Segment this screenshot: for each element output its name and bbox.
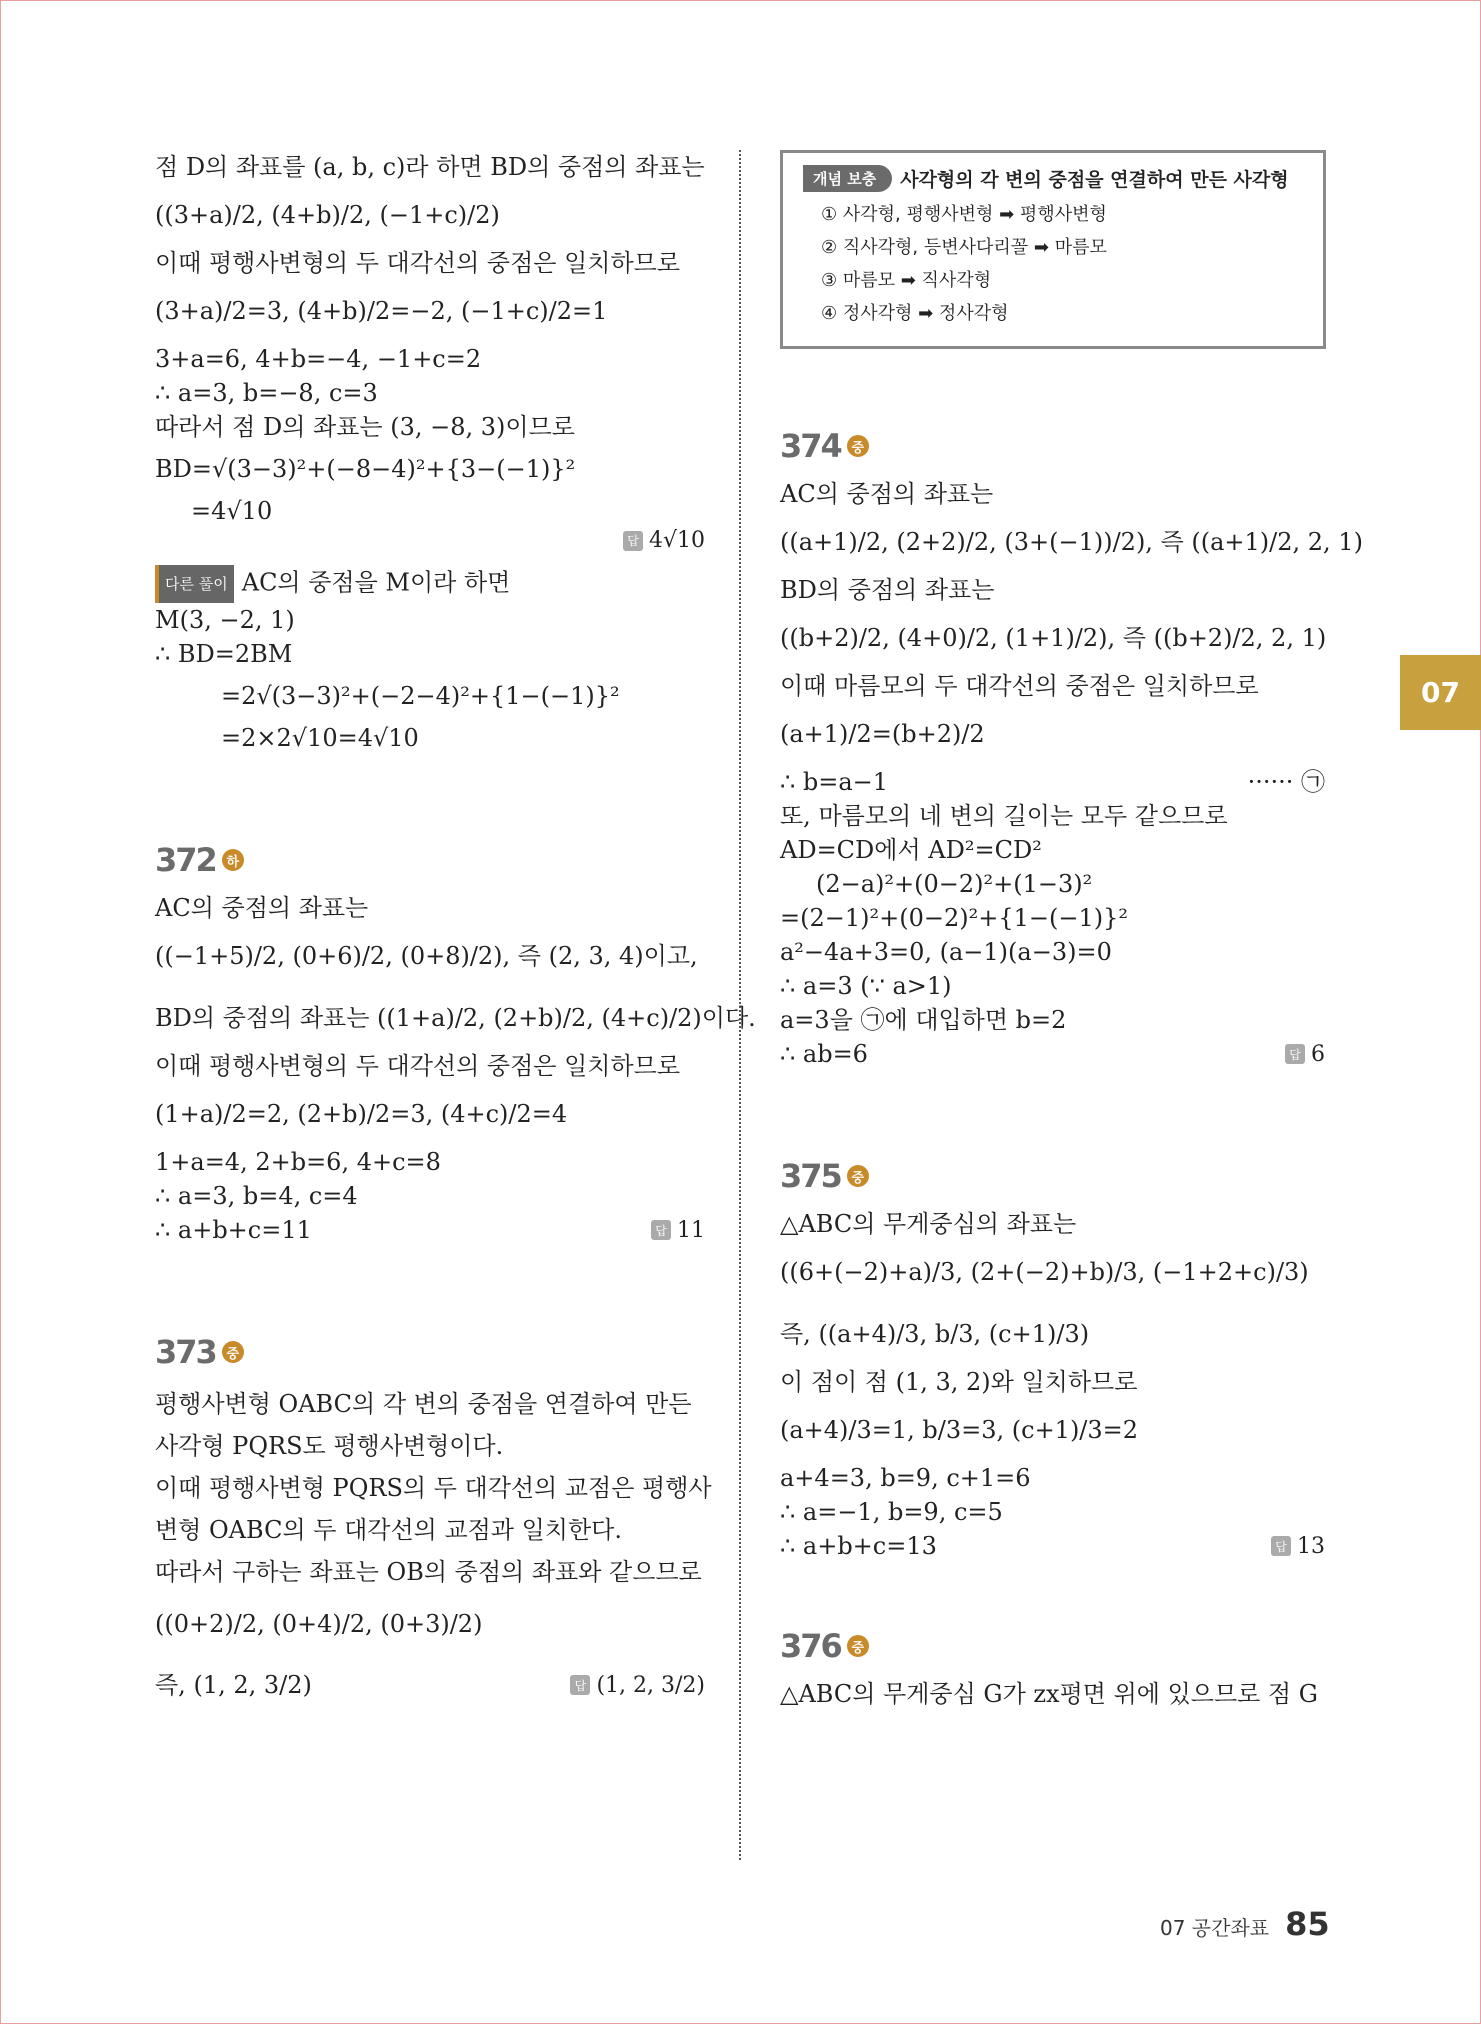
text-line: 이때 평행사변형 PQRS의 두 대각선의 교점은 평행사 [155, 1474, 712, 1502]
chapter-tab: 07 [1400, 655, 1481, 730]
math-line: 3+a=6, 4+b=−4, −1+c=2 [155, 345, 482, 373]
math-line: ((a+1)/2, (2+2)/2, (3+(−1))/2), 즉 ((a+1)/2, 2, 1) [780, 528, 1363, 556]
text-line: 변형 OABC의 두 대각선의 교점과 일치한다. [155, 1516, 622, 1544]
problem-header-376 [780, 1619, 1325, 1673]
alt-solution-text: AC의 중점을 M이라 하면 [241, 568, 511, 597]
left-column [155, 150, 756, 1715]
text-line: AC의 중점의 좌표는 [780, 480, 994, 508]
column-divider [739, 150, 741, 1860]
math-line: =(2−1)²+(0−2)²+{1−(−1)}² [780, 904, 1128, 932]
answer-icon: 답 [1285, 1044, 1305, 1064]
math-line: ∴ a=3, b=−8, c=3 [155, 379, 378, 407]
math-line: (3+a)/2=3, (4+b)/2=−2, (−1+c)/2=1 [155, 297, 608, 325]
answer-row [780, 1037, 1325, 1071]
page-footer [1160, 1905, 1330, 1943]
math-line: 1+a=4, 2+b=6, 4+c=8 [155, 1148, 441, 1176]
answer-icon: 답 [651, 1220, 671, 1240]
concept-item: ② 직사각형, 등변사다리꼴 ➡ 마름모 [821, 237, 1107, 258]
text-line: △ABC의 무게중심의 좌표는 [780, 1210, 1077, 1238]
math-line: (1+a)/2=2, (2+b)/2=3, (4+c)/2=4 [155, 1100, 568, 1128]
answer-row [155, 528, 705, 553]
math-line: ∴ a=−1, b=9, c=5 [780, 1498, 1003, 1526]
problem-number: 374 [780, 427, 841, 465]
math-line: a=3을 ㉠에 대입하면 b=2 [780, 1006, 1067, 1034]
answer-row [155, 1213, 705, 1247]
answer-row [155, 1655, 705, 1715]
problem-header-375 [780, 1149, 1325, 1203]
math-line: ((3+a)/2, (4+b)/2, (−1+c)/2) [155, 201, 500, 229]
text-line: 이때 평행사변형의 두 대각선의 중점은 일치하므로 [155, 1052, 681, 1080]
text-line: 또, 마름모의 네 변의 길이는 모두 같으므로 [780, 802, 1228, 830]
math-line: ∴ BD=2BM [155, 640, 293, 668]
math-line: a+4=3, b=9, c+1=6 [780, 1464, 1031, 1492]
text-line: 따라서 점 D의 좌표는 (3, −8, 3)이므로 [155, 413, 575, 441]
math-line: =2×2√10=4√10 [221, 724, 419, 752]
text-line: BD의 중점의 좌표는 [780, 576, 995, 604]
math-line: ((b+2)/2, (4+0)/2, (1+1)/2), 즉 ((b+2)/2, 2, 1) [780, 624, 1327, 652]
answer-row [780, 1529, 1325, 1563]
answer [1271, 1534, 1325, 1559]
answer-value: 11 [677, 1217, 705, 1243]
answer-icon: 답 [1271, 1536, 1291, 1556]
text-line: 평행사변형 OABC의 각 변의 중점을 연결하여 만든 [155, 1390, 692, 1418]
answer-value: 6 [1311, 1041, 1325, 1067]
math-line: ((6+(−2)+a)/3, (2+(−2)+b)/3, (−1+2+c)/3) [780, 1258, 1309, 1286]
page-number: 85 [1285, 1905, 1330, 1943]
math-line: a²−4a+3=0, (a−1)(a−3)=0 [780, 938, 1112, 966]
text-line: 이 점이 점 (1, 3, 2)와 일치하므로 [780, 1368, 1138, 1396]
level-badge: 중 [847, 1635, 869, 1657]
concept-box-title [803, 165, 1303, 192]
concept-tag: 개념 보충 [803, 165, 892, 192]
problem-header-374 [780, 419, 1325, 473]
math-line: BD의 중점의 좌표는 ((1+a)/2, (2+b)/2, (4+c)/2)이다. [155, 1004, 756, 1032]
math-line: 즉, (1, 2, 3/2) [155, 1671, 312, 1699]
text-line: 사각형 PQRS도 평행사변형이다. [155, 1432, 504, 1460]
level-badge: 중 [847, 435, 869, 457]
text-line: 따라서 구하는 좌표는 OB의 중점의 좌표와 같으므로 [155, 1558, 702, 1586]
answer [651, 1218, 705, 1243]
answer-value: 4√10 [648, 528, 705, 553]
level-badge: 하 [222, 849, 244, 871]
answer [1285, 1042, 1325, 1067]
math-line: M(3, −2, 1) [155, 606, 295, 634]
problem-header-372 [155, 833, 705, 887]
right-column [780, 150, 1363, 1711]
math-line: ∴ a+b+c=11 [155, 1216, 312, 1244]
answer-value: 13 [1297, 1533, 1325, 1559]
math-line: ∴ a=3, b=4, c=4 [155, 1182, 358, 1210]
answer [623, 528, 705, 553]
math-line: ∴ ab=6 [780, 1040, 868, 1068]
math-line: (2−a)²+(0−2)²+(1−3)² [816, 870, 1093, 898]
math-line: 즉, ((a+4)/3, b/3, (c+1)/3) [780, 1320, 1090, 1348]
problem-number: 373 [155, 1333, 216, 1371]
math-line: (a+1)/2=(b+2)/2 [780, 720, 985, 748]
concept-item: ④ 정사각형 ➡ 정사각형 [821, 303, 1009, 324]
text-line: 이때 평행사변형의 두 대각선의 중점은 일치하므로 [155, 249, 681, 277]
level-badge: 중 [222, 1341, 244, 1363]
math-line: (a+4)/3=1, b/3=3, (c+1)/3=2 [780, 1416, 1139, 1444]
footer-chapter: 07 공간좌표 [1160, 1916, 1270, 1940]
text-line: AC의 중점의 좌표는 [155, 894, 369, 922]
text-line: 점 D의 좌표를 (a, b, c)라 하면 BD의 중점의 좌표는 [155, 153, 705, 181]
text-line: △ABC의 무게중심 G가 zx평면 위에 있으므로 점 G [780, 1680, 1318, 1708]
level-badge: 중 [847, 1165, 869, 1187]
text-line: 이때 마름모의 두 대각선의 중점은 일치하므로 [780, 672, 1259, 700]
problem-number: 375 [780, 1157, 841, 1195]
concept-item: ③ 마름모 ➡ 직사각형 [821, 270, 992, 291]
answer [570, 1673, 705, 1698]
concept-item: ① 사각형, 평행사변형 ➡ 평행사변형 [821, 204, 1107, 225]
alt-solution-tag: 다른 풀이 [155, 565, 234, 603]
alt-solution-line [155, 565, 705, 603]
answer-icon: 답 [623, 531, 643, 551]
math-line: =2√(3−3)²+(−2−4)²+{1−(−1)}² [221, 682, 620, 710]
math-line: =4√10 [191, 497, 273, 525]
problem-header-373 [155, 1325, 705, 1379]
equation-row [780, 765, 1325, 799]
math-line: ∴ a+b+c=13 [780, 1532, 937, 1560]
problem-number: 372 [155, 841, 216, 879]
problem-number: 376 [780, 1627, 841, 1665]
concept-title: 사각형의 각 변의 중점을 연결하여 만든 사각형 [900, 169, 1289, 191]
math-line: BD=√(3−3)²+(−8−4)²+{3−(−1)}² [155, 455, 576, 483]
answer-icon: 답 [570, 1675, 590, 1695]
concept-box [780, 150, 1326, 349]
math-line: ((−1+5)/2, (0+6)/2, (0+8)/2), 즉 (2, 3, 4)이고, [155, 942, 698, 970]
equation-mark: ······ ㉠ [1247, 768, 1325, 796]
math-line: ∴ a=3 (∵ a>1) [780, 972, 952, 1000]
math-line: ((0+2)/2, (0+4)/2, (0+3)/2) [155, 1610, 483, 1638]
answer-value: (1, 2, 3/2) [596, 1672, 705, 1698]
math-line: AD=CD에서 AD²=CD² [780, 836, 1042, 864]
math-line: ∴ b=a−1 [780, 768, 889, 796]
